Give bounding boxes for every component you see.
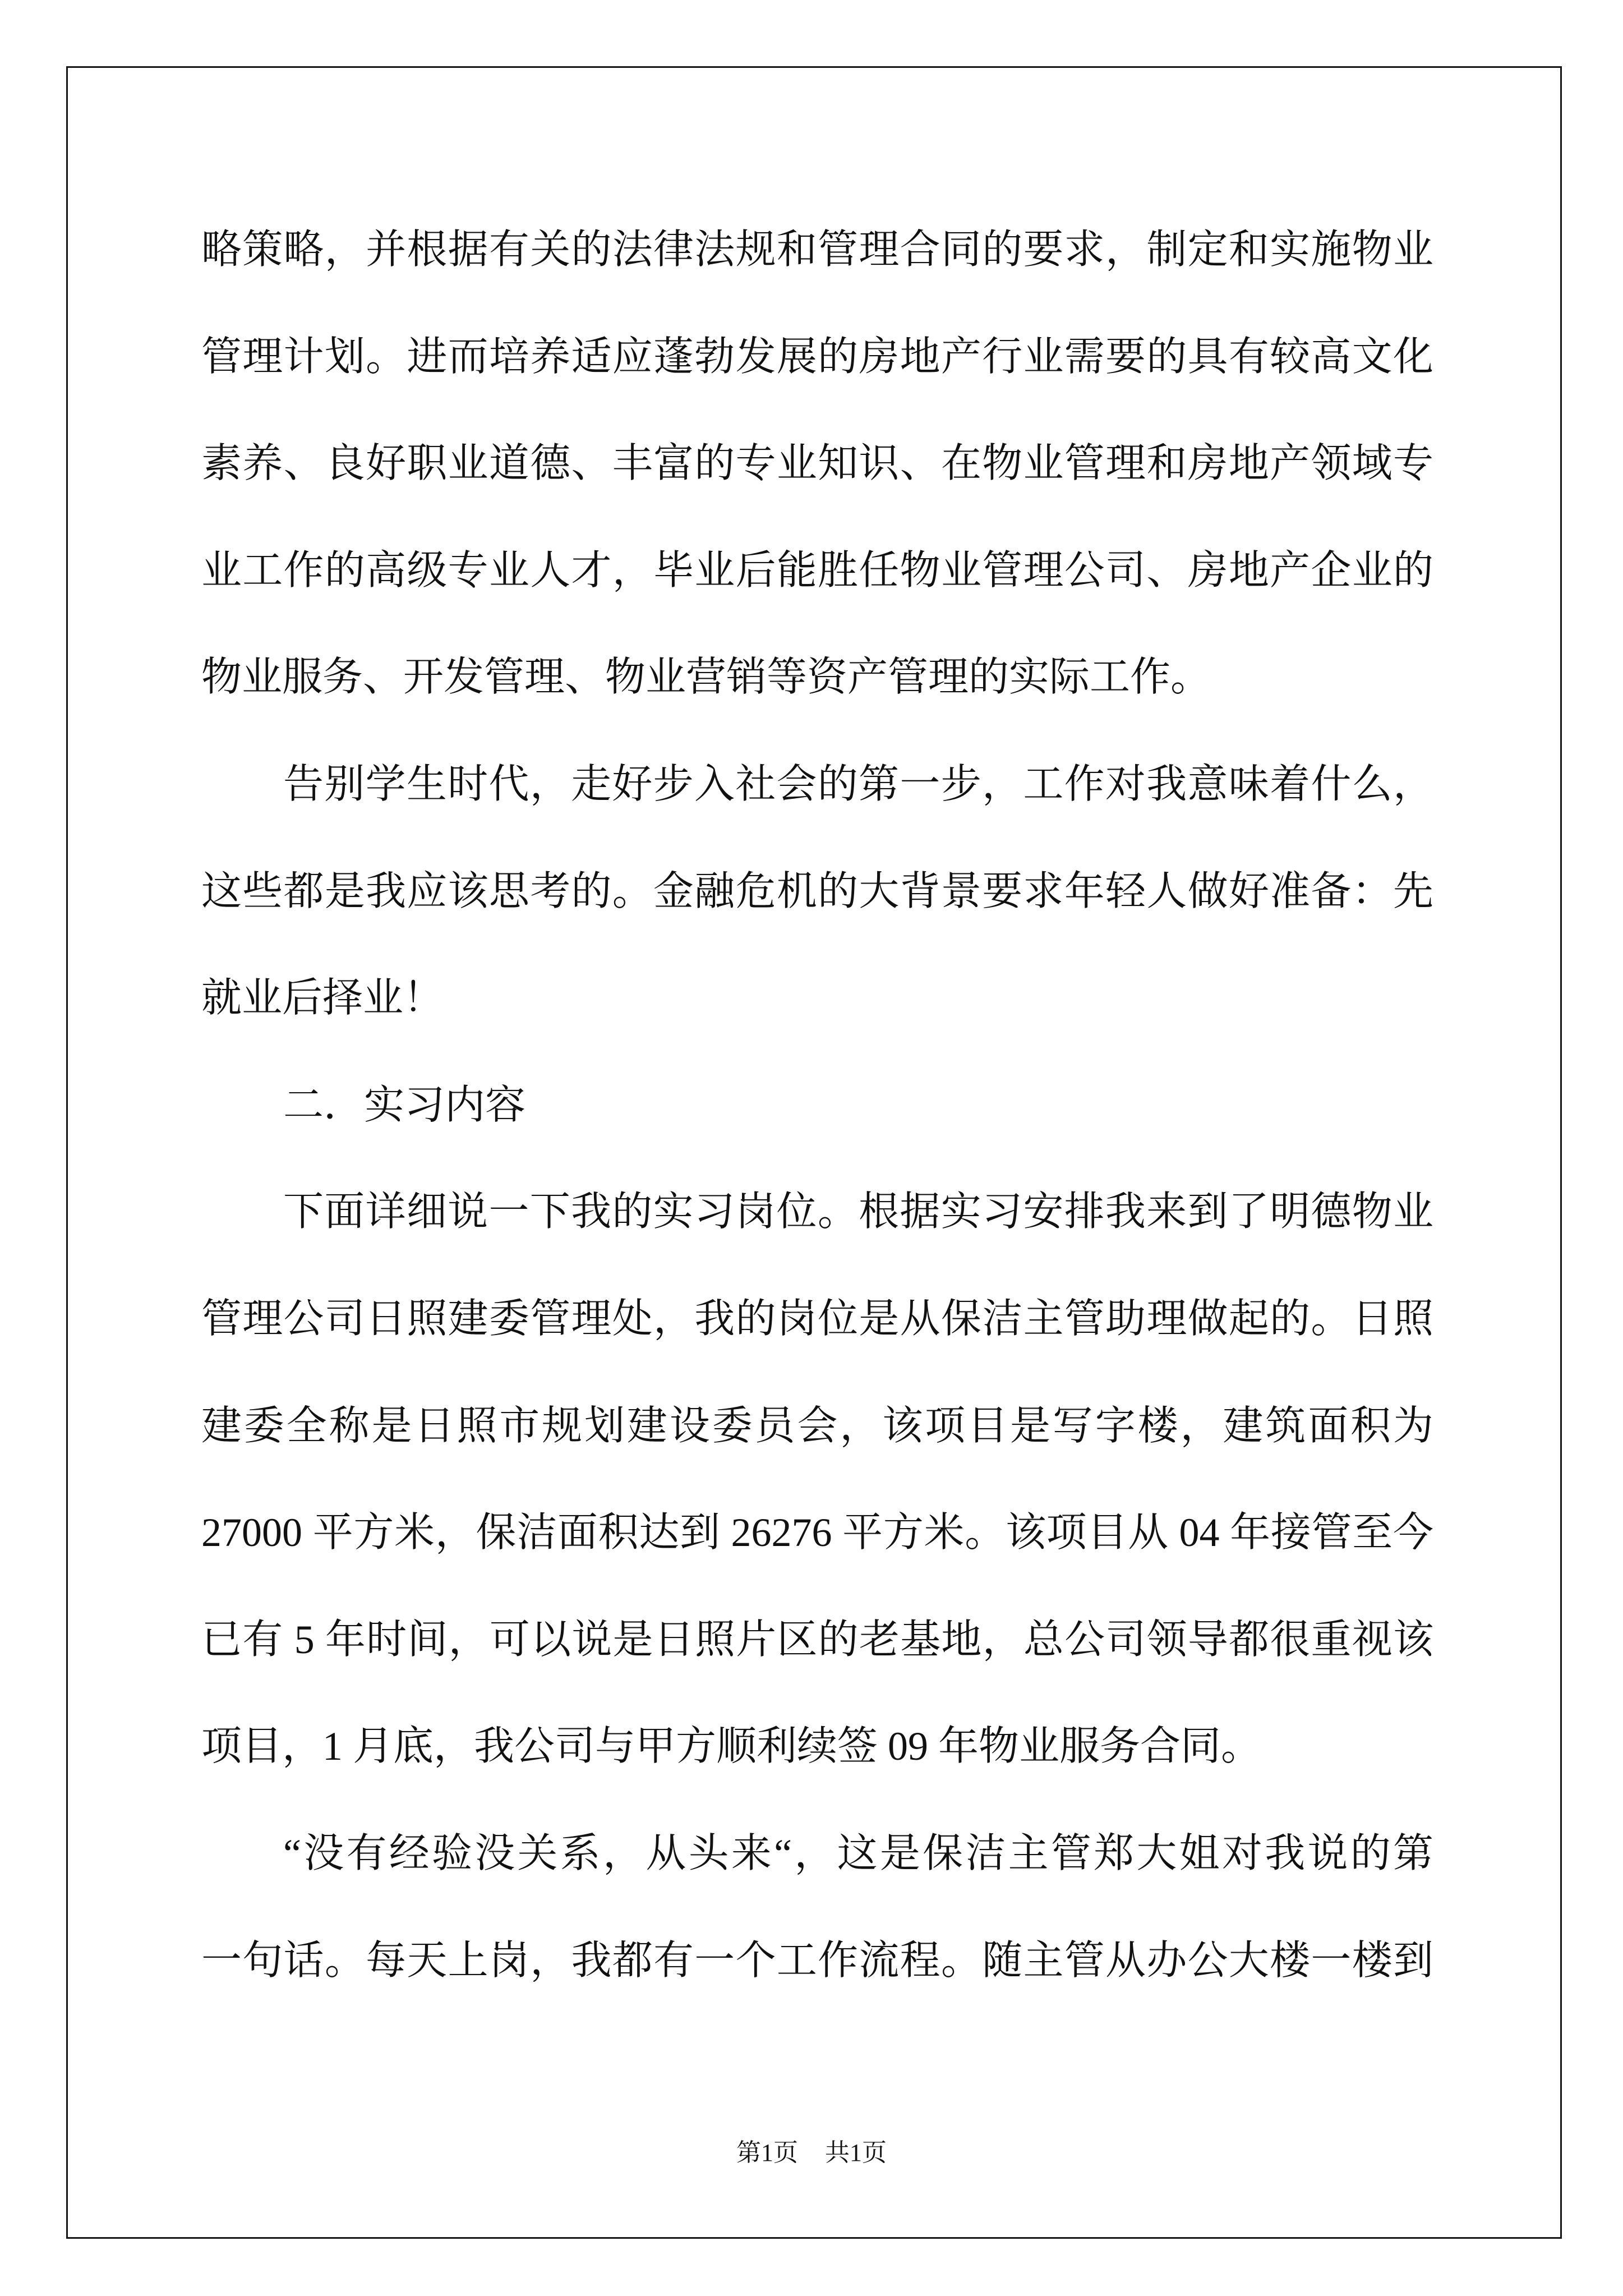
page-number: 第1页 xyxy=(736,2139,798,2166)
body-line: 就业后择业！ xyxy=(201,976,444,1021)
page-footer xyxy=(0,2136,1623,2170)
page-total: 共1页 xyxy=(825,2139,887,2166)
section-heading xyxy=(201,1052,1433,1159)
body-line: 管理计划。进而培养适应蓬勃发展的房地产行业需要的具有较高文化 xyxy=(201,334,1433,379)
paragraph xyxy=(201,196,1433,731)
body-line: 告别学生时代，走好步入社会的第一步，工作对我意味着什么， xyxy=(283,761,1433,807)
body-line: “没有经验没关系，从头来“，这是保洁主管郑大姐对我说的第 xyxy=(283,1830,1433,1876)
body-line: 略策略，并根据有关的法律法规和管理合同的要求，制定和实施物业 xyxy=(201,227,1433,272)
paragraph xyxy=(201,1800,1433,2014)
body-line: 项目，1 月底，我公司与甲方顺利续签 09 年物业服务合同。 xyxy=(201,1724,1262,1769)
section-heading-text: 二．实习内容 xyxy=(283,1082,526,1128)
body-line: 这些都是我应该思考的。金融危机的大背景要求年轻人做好准备：先 xyxy=(201,868,1433,914)
body-line: 一句话。每天上岗，我都有一个工作流程。随主管从办公大楼一楼到 xyxy=(201,1938,1433,1983)
body-line: 素养、良好职业道德、丰富的专业知识、在物业管理和房地产领域专 xyxy=(201,441,1433,486)
body-line: 已有 5 年时间，可以说是日照片区的老基地，总公司领导都很重视该 xyxy=(201,1617,1433,1662)
body-line: 27000 平方米，保洁面积达到 26276 平方米。该项目从 04 年接管至今 xyxy=(201,1510,1433,1556)
body-line: 下面详细说一下我的实习岗位。根据实习安排我来到了明德物业 xyxy=(283,1189,1433,1235)
body-line: 物业服务、开发管理、物业营销等资产管理的实际工作。 xyxy=(201,655,1211,700)
paragraph xyxy=(201,731,1433,1052)
body-line: 管理公司日照建委管理处，我的岗位是从保洁主管助理做起的。日照 xyxy=(201,1296,1433,1341)
document-body xyxy=(201,196,1433,2014)
body-line: 业工作的高级专业人才，毕业后能胜任物业管理公司、房地产企业的 xyxy=(201,547,1433,593)
body-line: 建委全称是日照市规划建设委员会，该项目是写字楼，建筑面积为 xyxy=(201,1403,1433,1448)
paragraph xyxy=(201,1158,1433,1800)
